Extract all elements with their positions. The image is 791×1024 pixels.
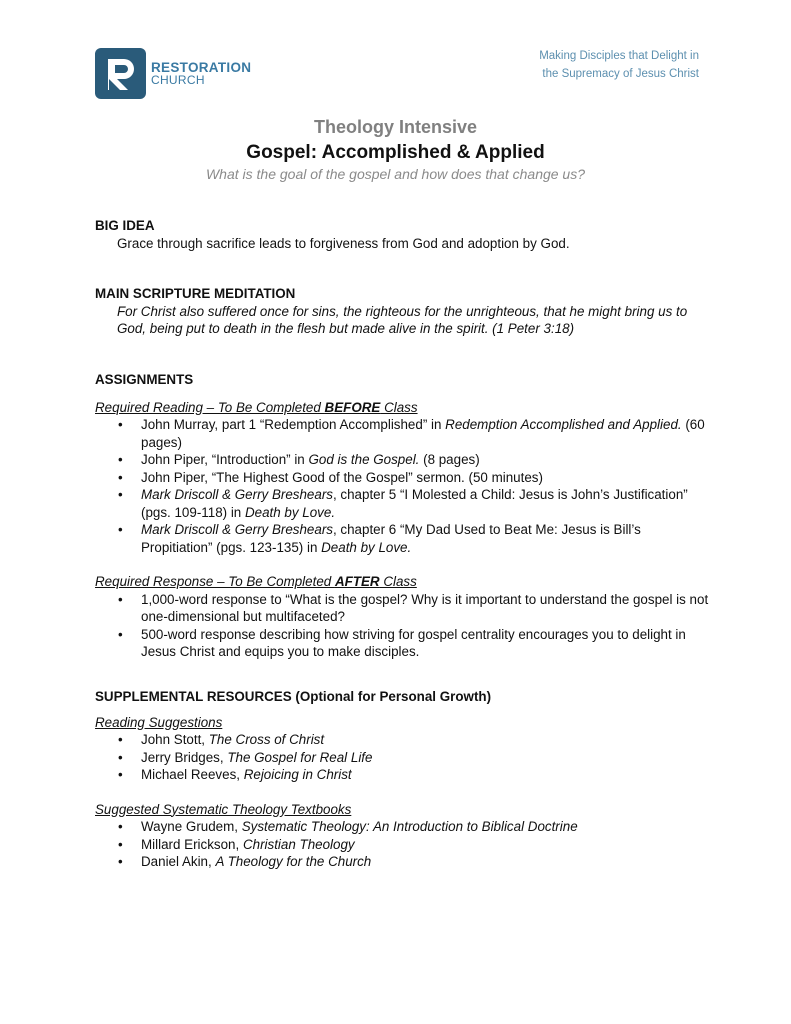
book-title: Rejoicing in Christ xyxy=(243,767,352,782)
reading-label-class: Class xyxy=(380,399,418,415)
big-idea-section xyxy=(95,217,715,252)
list-item xyxy=(95,836,715,854)
tagline-line2: the Supremacy of Jesus Christ xyxy=(542,68,699,80)
reading-item-authors: Mark Driscoll & Gerry Breshears xyxy=(141,487,333,502)
response-label-class: Class xyxy=(379,574,417,589)
book-author: John Stott, xyxy=(141,732,209,747)
book-title: The Cross of Christ xyxy=(208,732,325,747)
textbooks-list xyxy=(95,818,715,871)
reading-item-title: Death by Love. xyxy=(244,504,336,520)
reading-item-title: Redemption Accomplished and Applied. xyxy=(445,417,682,432)
page-title: Gospel: Accomplished & Applied xyxy=(246,142,545,163)
list-item xyxy=(95,521,715,556)
list-item xyxy=(95,451,715,469)
church-logo xyxy=(95,48,251,99)
reading-label-before: BEFORE xyxy=(324,399,381,415)
scripture-heading: MAIN SCRIPTURE MEDITATION xyxy=(95,286,296,301)
list-item: • 1,000-word response to “What is the gospel? Why is it important to understand the gospel is not one-dimensional but multifaceted? xyxy=(95,591,715,626)
book-author: Daniel Akin, xyxy=(141,854,216,869)
book-author: Michael Reeves, xyxy=(141,767,244,782)
list-item xyxy=(95,749,715,767)
required-response-label xyxy=(95,573,715,591)
big-idea-heading: BIG IDEA xyxy=(95,218,155,233)
logo-line1: RESTORATION xyxy=(151,59,252,75)
reading-item-text: , chapter 5 “I Molested a Child: Jesus is John’s Justification” (pgs. 109-118) in xyxy=(141,487,688,520)
page-subtitle: What is the goal of the gospel and how does that change us? xyxy=(205,166,586,182)
reading-item-text: John Murray, part 1 “Redemption Accomplished” in xyxy=(141,417,446,432)
book-title: Christian Theology xyxy=(242,836,355,852)
list-item xyxy=(95,766,715,784)
logo-line2: CHURCH xyxy=(151,72,205,87)
list-item xyxy=(95,486,715,521)
list-item: • 500-word response describing how striving for gospel centrality encourages you to delight in Jesus Christ and equips you to make disciples. xyxy=(95,626,715,661)
book-title: The Gospel for Real Life xyxy=(227,749,373,765)
reading-suggestions-label: Reading Suggestions xyxy=(95,714,223,730)
list-item xyxy=(95,853,715,871)
tagline xyxy=(539,47,699,83)
logo-r-icon xyxy=(95,48,146,99)
book-title: Systematic Theology: An Introduction to Biblical Doctrine xyxy=(241,819,578,834)
book-title: A Theology for the Church xyxy=(215,854,372,869)
assignments-heading: ASSIGNMENTS xyxy=(95,372,194,387)
reading-item-length: (8 pages) xyxy=(419,452,480,467)
reading-suggestions-list xyxy=(95,731,715,784)
response-label-text: Required Response – To Be Completed xyxy=(95,574,335,589)
supplemental-section xyxy=(95,688,715,871)
reading-item-text: John Piper, “The Highest Good of the Gospel” sermon. (50 minutes) xyxy=(141,469,543,485)
scripture-section xyxy=(95,285,715,338)
list-item xyxy=(95,818,715,836)
book-author: Wayne Grudem, xyxy=(141,819,242,834)
reading-item-length: (60 pages) xyxy=(141,417,705,450)
supplemental-heading: SUPPLEMENTAL RESOURCES (Optional for Personal Growth) xyxy=(95,689,492,704)
reading-item-text: , chapter 6 “My Dad Used to Beat Me: Jesus is Bill’s Propitiation” (pgs. 123-135) in xyxy=(141,522,641,555)
reading-label-text: Required Reading – To Be Completed xyxy=(95,399,325,415)
required-reading-list xyxy=(95,416,715,556)
textbooks-label: Suggested Systematic Theology Textbooks xyxy=(95,801,352,817)
book-author: Millard Erickson, xyxy=(141,836,243,852)
reading-item-title: Death by Love. xyxy=(321,539,412,555)
reading-item-title: God is the Gospel. xyxy=(308,452,420,467)
response-label-after: AFTER xyxy=(334,574,380,589)
assignments-section xyxy=(95,371,715,661)
list-item xyxy=(95,416,715,451)
list-item xyxy=(95,469,715,487)
big-idea-text: Grace through sacrifice leads to forgiveness from God and adoption by God. xyxy=(117,235,570,251)
tagline-line1: Making Disciples that Delight in xyxy=(539,50,699,62)
reading-item-text: John Piper, “Introduction” in xyxy=(141,452,309,467)
series-title: Theology Intensive xyxy=(313,117,478,137)
scripture-text: For Christ also suffered once for sins, the righteous for the unrighteous, that he might bring us to God, being put to death in the flesh but made alive in the spirit. (1 Peter 3:18) xyxy=(117,303,688,336)
book-author: Jerry Bridges, xyxy=(141,749,228,765)
reading-item-authors: Mark Driscoll & Gerry Breshears xyxy=(141,522,333,537)
required-reading-label xyxy=(95,399,715,417)
required-response-list xyxy=(95,591,715,661)
list-item xyxy=(95,731,715,749)
